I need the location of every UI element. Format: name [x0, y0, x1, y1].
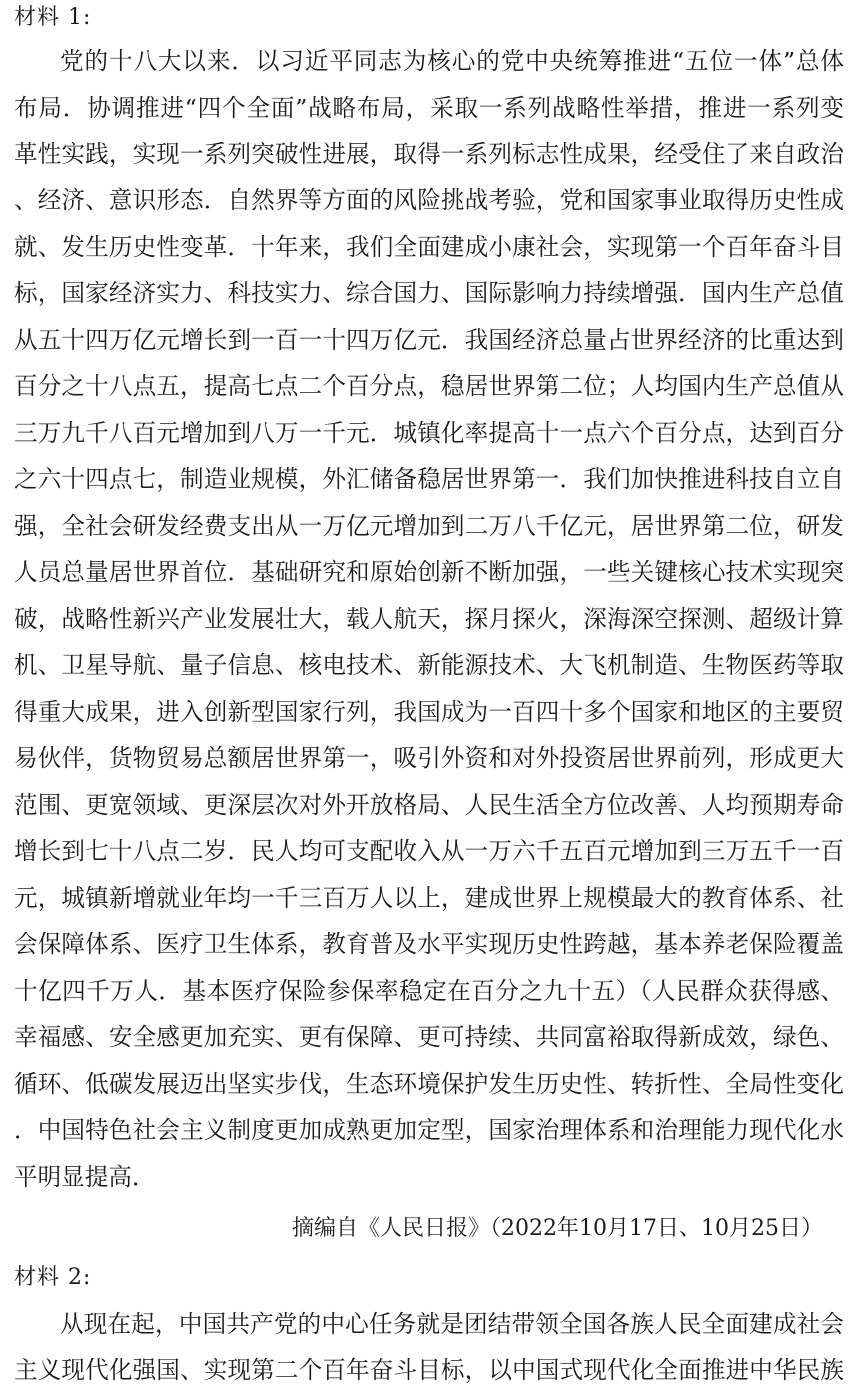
material-1-line-15: 得重大成果，进入创新型国家行列，我国成为一百四十多个国家和地区的主要贸: [14, 698, 844, 726]
material-1-line-8: 百分之十八点五，提高七点二个百分点，稳居世界第二位；人均国内生产总值从: [14, 372, 844, 400]
material-1-line-5: 就、发生历史性变革．十年来，我们全面建成小康社会，实现第一个百年奋斗目: [14, 233, 844, 261]
material-1-line-24: ．中国特色社会主义制度更加成熟更加定型，国家治理体系和治理能力现代化水: [14, 1116, 844, 1144]
material-1-line-20: 会保障体系、医疗卫生体系，教育普及水平实现历史性跨越，基本养老保险覆盖: [14, 930, 844, 958]
material-1-line-11: 强，全社会研发经费支出从一万亿元增加到二万八千亿元，居世界第二位，研发: [14, 512, 844, 540]
material-1-line-10: 之六十四点七，制造业规模，外汇储备稳居世界第一．我们加快推进科技自立自: [14, 465, 844, 493]
material-2-line-1: 从现在起，中国共产党的中心任务就是团结带领全国各族人民全面建成社会: [60, 1310, 844, 1338]
material-1-label: 材料 1:: [14, 5, 92, 30]
material-1-line-3: 革性实践，实现一系列突破性进展，取得一系列标志性成果，经受住了来自政治: [14, 140, 844, 168]
material-1-line-22: 幸福感、安全感更加充实、更有保障、更可持续、共同富裕取得新成效，绿色、: [14, 1023, 844, 1051]
material-1-line-16: 易伙伴，货物贸易总额居世界第一，吸引外资和对外投资居世界前列，形成更大: [14, 744, 844, 772]
material-1-line-25: 平明显提高．: [14, 1163, 156, 1191]
material-1-line-9: 三万九千八百元增加到八万一千元．城镇化率提高十一点六个百分点，达到百分: [14, 419, 844, 447]
material-1-line-23: 循环、低碳发展迈出坚实步伐，生态环境保护发生历史性、转折性、全局性变化: [14, 1070, 844, 1098]
material-1-line-21: 十亿四千万人．基本医疗保险参保率稳定在百分之九十五）（人民群众获得感、: [14, 977, 844, 1005]
material-1-line-19: 元，城镇新增就业年均一千三百万人以上，建成世界上规模最大的教育体系、社: [14, 884, 844, 912]
material-1-line-14: 机、卫星导航、量子信息、核电技术、新能源技术、大飞机制造、生物医药等取: [14, 651, 844, 679]
material-1-line-6: 标，国家经济实力、科技实力、综合国力、国际影响力持续增强．国内生产总值: [14, 279, 844, 307]
material-1-line-12: 人员总量居世界首位．基础研究和原始创新不断加强，一些关键核心技术实现突: [14, 558, 844, 586]
material-1-line-17: 范围、更宽领域、更深层次对外开放格局、人民生活全方位改善、人均预期寿命: [14, 791, 844, 819]
material-1-line-1: 党的十八大以来．以习近平同志为核心的党中央统筹推进“五位一体”总体: [60, 47, 844, 75]
material-1-line-4: 、经济、意识形态．自然界等方面的风险挑战考验，党和国家事业取得历史性成: [14, 186, 844, 214]
material-2-line-2: 主义现代化强国、实现第二个百年奋斗目标，以中国式现代化全面推进中华民族: [14, 1356, 844, 1384]
material-1-line-18: 增长到七十八点二岁．民人均可支配收入从一万六千五百元增加到三万五千一百: [14, 837, 844, 865]
material-1-line-13: 破，战略性新兴产业发展壮大，载人航天，探月探火，深海深空探测、超级计算: [14, 605, 844, 633]
material-1-line-2: 布局．协调推进“四个全面”战略布局，采取一系列战略性举措，推进一系列变: [14, 94, 844, 122]
material-2-label: 材料 2:: [14, 1265, 92, 1290]
material-1-source: 摘编自《人民日报》（2022年10月17日、10月25日）: [292, 1216, 823, 1241]
material-1-line-7: 从五十四万亿元增长到一百一十四万亿元．我国经济总量占世界经济的比重达到: [14, 326, 844, 354]
